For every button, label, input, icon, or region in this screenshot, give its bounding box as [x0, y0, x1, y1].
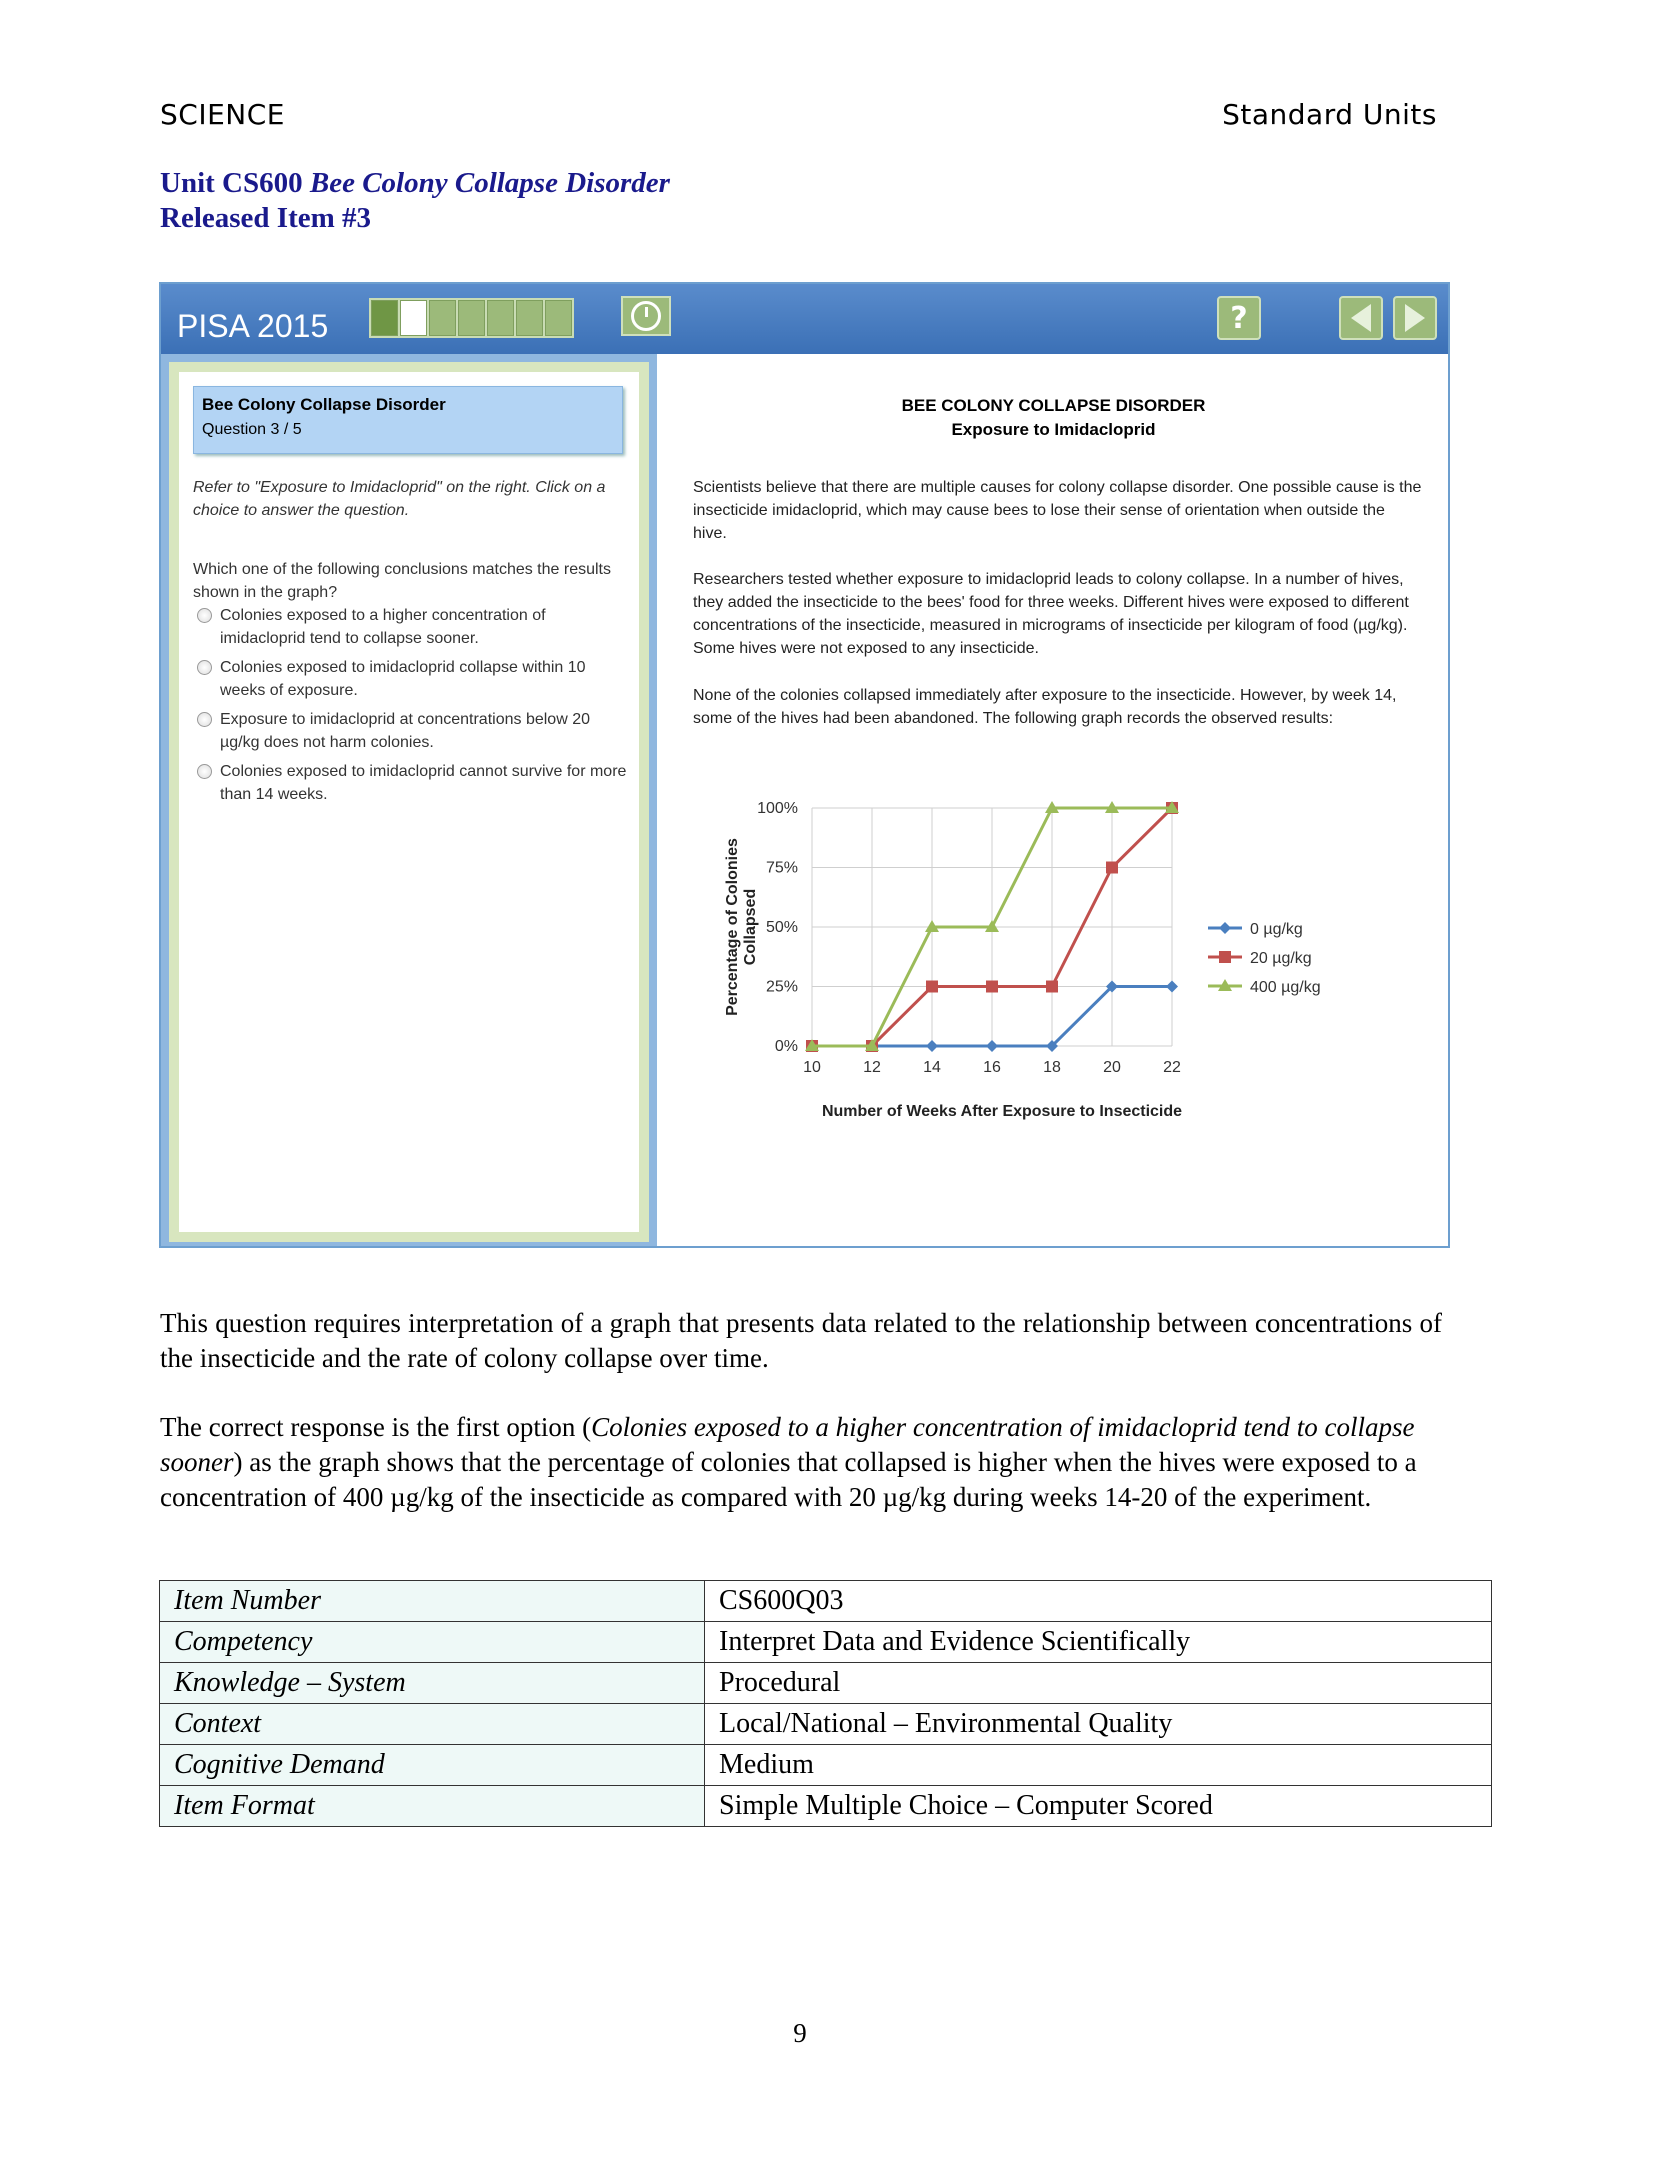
data-point [1166, 981, 1178, 993]
data-point [1046, 981, 1058, 993]
progress-segment [545, 300, 572, 336]
radio-button[interactable] [197, 712, 212, 727]
correct-option-quote: Colonies exposed to a higher concentration of imidacloprid tend to collapse sooner [160, 1412, 1415, 1477]
y-axis-title-line1: Percentage of Colonies [724, 838, 741, 1016]
y-tick-label: 0% [774, 1038, 798, 1055]
data-point [926, 1040, 938, 1052]
progress-segment [516, 300, 543, 336]
y-axis-title-line2: Collapsed [742, 888, 759, 966]
data-point [986, 981, 998, 993]
table-row [160, 1622, 1492, 1663]
y-tick-label: 25% [765, 978, 798, 996]
table-value: Procedural [705, 1663, 1492, 1704]
pisa-logo: PISA 2015 [177, 308, 329, 344]
clock-icon [631, 301, 661, 331]
x-axis-title: Number of Weeks After Exposure to Insecticide [821, 1103, 1183, 1120]
stimulus-paragraph-1: Scientists believe that there are multiple causes for colony collapse disorder. One possible cause is the insecticide imidacloprid, which may cause bees to lose their sense of orientation when outside the hive. [693, 479, 1422, 542]
unit-name: Bee Colony Collapse Disorder [309, 167, 670, 199]
answer-option-4[interactable]: Colonies exposed to imidacloprid cannot survive for more than 14 weeks. [197, 760, 627, 806]
legend-label: 20 µg/kg [1250, 950, 1312, 967]
released-item-label: Released Item #3 [160, 202, 372, 234]
previous-button[interactable] [1339, 296, 1383, 340]
answer-options [197, 604, 627, 812]
table-key: Context [160, 1704, 705, 1745]
stimulus-heading [657, 394, 1450, 442]
table-row [160, 1786, 1492, 1827]
table-row [160, 1663, 1492, 1704]
table-key: Item Number [160, 1581, 705, 1622]
table-key: Competency [160, 1622, 705, 1663]
answer-option-1[interactable]: Colonies exposed to a higher concentration of imidacloprid tend to collapse sooner. [197, 604, 627, 650]
legend-label: 400 µg/kg [1250, 979, 1321, 996]
legend-label: 0 µg/kg [1250, 921, 1303, 938]
timer-button[interactable] [621, 296, 671, 336]
pisa-screenshot [159, 282, 1450, 1248]
x-tick-label: 10 [803, 1059, 821, 1076]
data-point [986, 1040, 998, 1052]
table-value: Medium [705, 1745, 1492, 1786]
stimulus-paragraph-2: Researchers tested whether exposure to imidacloprid leads to colony collapse. In a number of hives, they added the insecticide to the bees' food for three weeks. Different hives were exposed to different concentrations of the insecticide, measured in micrograms of insecticide per kilogram of food (µg/kg). Some hives were not exposed to any insecticide. [693, 571, 1409, 657]
pisa-toolbar [161, 284, 1448, 354]
unit-title [160, 166, 670, 236]
progress-segment-current [400, 300, 427, 336]
question-stem: Which one of the following conclusions matches the results shown in the graph? [193, 561, 611, 601]
x-tick-label: 14 [923, 1059, 941, 1076]
question-instruction: Refer to "Exposure to Imidacloprid" on the right. Click on a choice to answer the question. [193, 479, 606, 519]
collapse-line-chart [697, 774, 1417, 1134]
data-point [1106, 862, 1118, 874]
progress-segment [429, 300, 456, 336]
running-header-subject: SCIENCE [160, 98, 285, 131]
help-button[interactable] [1217, 296, 1261, 340]
table-row [160, 1745, 1492, 1786]
explanation-paragraph-1: This question requires interpretation of a graph that presents data related to the relationship between concentrations of the insecticide and the rate of colony collapse over time. [160, 1308, 1442, 1373]
stimulus-pane [655, 354, 1448, 1246]
table-row [160, 1581, 1492, 1622]
item-info-table [159, 1580, 1492, 1827]
x-tick-label: 18 [1043, 1059, 1061, 1076]
question-pane [169, 362, 649, 1242]
arrow-right-icon [1405, 304, 1425, 332]
table-value: CS600Q03 [705, 1581, 1492, 1622]
stimulus-paragraph-3: None of the colonies collapsed immediately after exposure to the insecticide. However, by week 14, some of the hives had been abandoned. The following graph records the observed results: [693, 687, 1397, 727]
unit-code: Unit CS600 [160, 167, 303, 199]
y-tick-label: 100% [757, 800, 798, 817]
table-value: Simple Multiple Choice – Computer Scored [705, 1786, 1492, 1827]
y-tick-label: 50% [765, 919, 798, 936]
radio-button[interactable] [197, 608, 212, 623]
progress-segment [371, 300, 398, 336]
question-progress-bar [369, 298, 574, 338]
answer-option-2[interactable]: Colonies exposed to imidacloprid collapse within 10 weeks of exposure. [197, 656, 627, 702]
x-tick-label: 16 [983, 1059, 1001, 1076]
explanation-paragraph-2: The correct response is the first option (Colonies exposed to a higher concentration of imidacloprid tend to collapse sooner) as the graph shows that the percentage of colonies that collapsed is higher when the hives were exposed to a concentration of 400 µg/kg of the insecticide as compared with 20 µg/kg during weeks 14-20 of the experiment. [160, 1412, 1417, 1512]
answer-option-3[interactable]: Exposure to imidacloprid at concentrations below 20 µg/kg does not harm colonies. [197, 708, 627, 754]
stimulus-title: BEE COLONY COLLAPSE DISORDER [901, 396, 1206, 415]
x-tick-label: 22 [1163, 1059, 1181, 1076]
next-button[interactable] [1393, 296, 1437, 340]
stimulus-subtitle: Exposure to Imidacloprid [951, 420, 1156, 439]
table-row [160, 1704, 1492, 1745]
page-number: 9 [793, 2018, 807, 2048]
radio-button[interactable] [197, 764, 212, 779]
legend-marker [1219, 951, 1231, 963]
progress-segment [487, 300, 514, 336]
question-mark-icon: ? [1230, 300, 1248, 336]
question-number: Question 3 / 5 [202, 421, 302, 438]
table-key: Item Format [160, 1786, 705, 1827]
y-tick-label: 75% [765, 859, 798, 877]
progress-segment [458, 300, 485, 336]
question-header [193, 386, 623, 454]
running-header-units: Standard Units [1222, 98, 1437, 131]
arrow-left-icon [1351, 304, 1371, 332]
table-value: Interpret Data and Evidence Scientifically [705, 1622, 1492, 1663]
question-title: Bee Colony Collapse Disorder [202, 395, 446, 414]
legend-marker [1219, 922, 1231, 934]
table-key: Knowledge – System [160, 1663, 705, 1704]
x-tick-label: 12 [863, 1059, 881, 1076]
data-point [926, 981, 938, 993]
table-key: Cognitive Demand [160, 1745, 705, 1786]
x-tick-label: 20 [1103, 1059, 1121, 1076]
radio-button[interactable] [197, 660, 212, 675]
table-value: Local/National – Environmental Quality [705, 1704, 1492, 1745]
